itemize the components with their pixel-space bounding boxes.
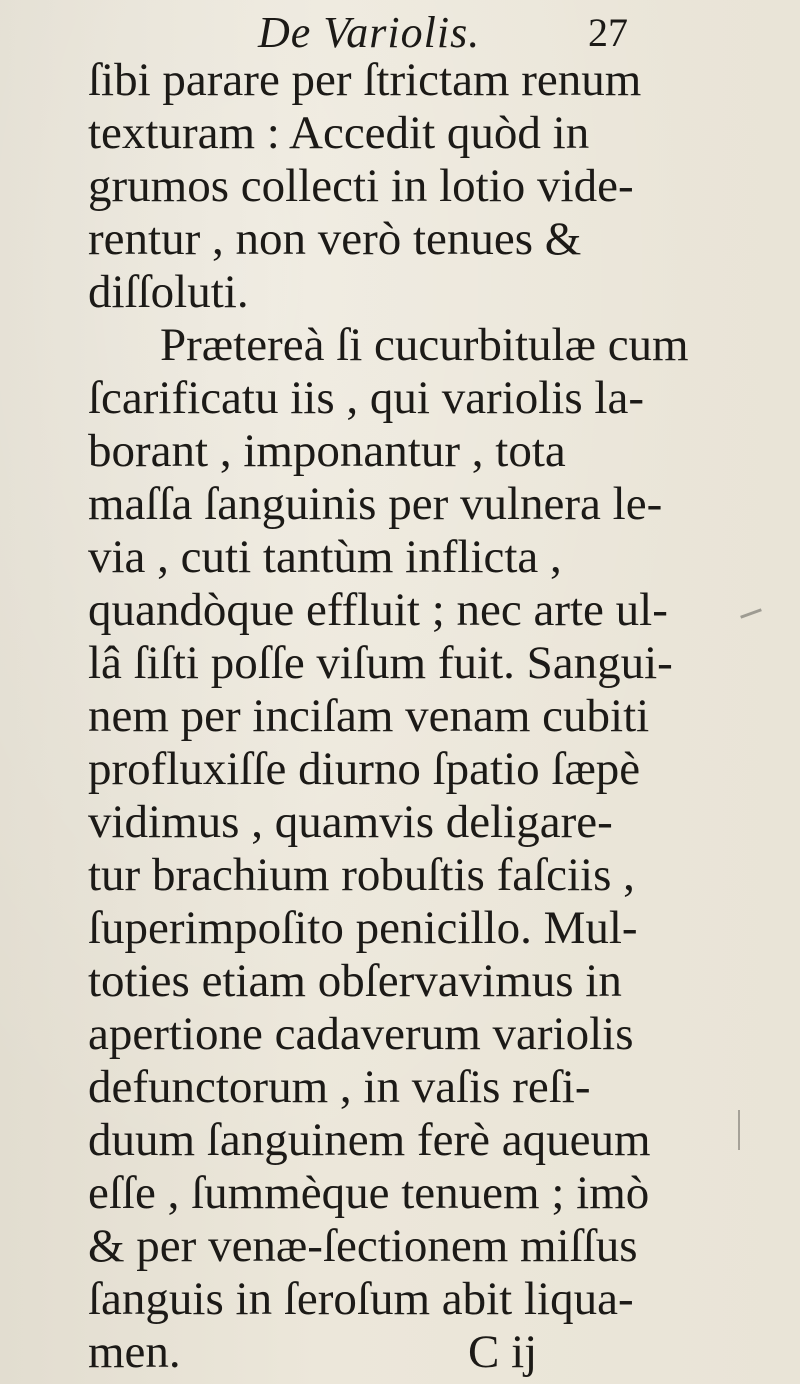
text-line: nem per inciſam venam cubiti	[88, 690, 650, 742]
text-line: lâ ſiſti poſſe viſum fuit. Sangui-	[88, 637, 673, 689]
text-line: Prætereà ſi cucurbitulæ cum	[160, 319, 689, 371]
text-line: toties etiam obſervavimus in	[88, 955, 622, 1007]
text-line: defunctorum , in vaſis reſi-	[88, 1061, 591, 1113]
text-line: duum ſanguinem ferè aqueum	[88, 1114, 651, 1166]
text-line: diſſoluti.	[88, 266, 249, 318]
text-line: ſanguis in ſeroſum abit liqua-	[88, 1273, 634, 1325]
text-line: via , cuti tantùm inflicta ,	[88, 531, 562, 583]
text-line: apertione cadaverum variolis	[88, 1008, 634, 1060]
text-line: tur brachium robuſtis faſciis ,	[88, 849, 635, 901]
running-title: De Variolis.	[258, 8, 481, 57]
text-line: & per venæ-ſectionem miſſus	[88, 1220, 638, 1272]
text-line: quandòque effluit ; nec arte ul-	[88, 584, 668, 636]
page-number: 27	[588, 10, 628, 55]
text-line: rentur , non verò tenues &	[88, 213, 582, 265]
text-line: borant , imponantur , tota	[88, 425, 566, 477]
text-line: vidimus , quamvis deligare-	[88, 796, 613, 848]
margin-mark	[740, 608, 762, 618]
catchword: men.	[88, 1326, 181, 1378]
text-line: ſuperimpoſito penicillo. Mul-	[88, 902, 638, 954]
signature-mark: C ij	[468, 1326, 538, 1378]
text-line: profluxiſſe diurno ſpatio ſæpè	[88, 743, 641, 795]
text-line: grumos collecti in lotio vide-	[88, 160, 634, 212]
text-line: maſſa ſanguinis per vulnera le-	[88, 478, 663, 530]
text-line: ſcarificatu iis , qui variolis la-	[88, 372, 644, 424]
margin-mark	[738, 1110, 740, 1150]
text-line: ſibi parare per ſtrictam renum	[88, 54, 642, 106]
text-line: texturam : Accedit quòd in	[88, 107, 590, 159]
text-line: eſſe , ſummèque tenuem ; imò	[88, 1167, 650, 1219]
